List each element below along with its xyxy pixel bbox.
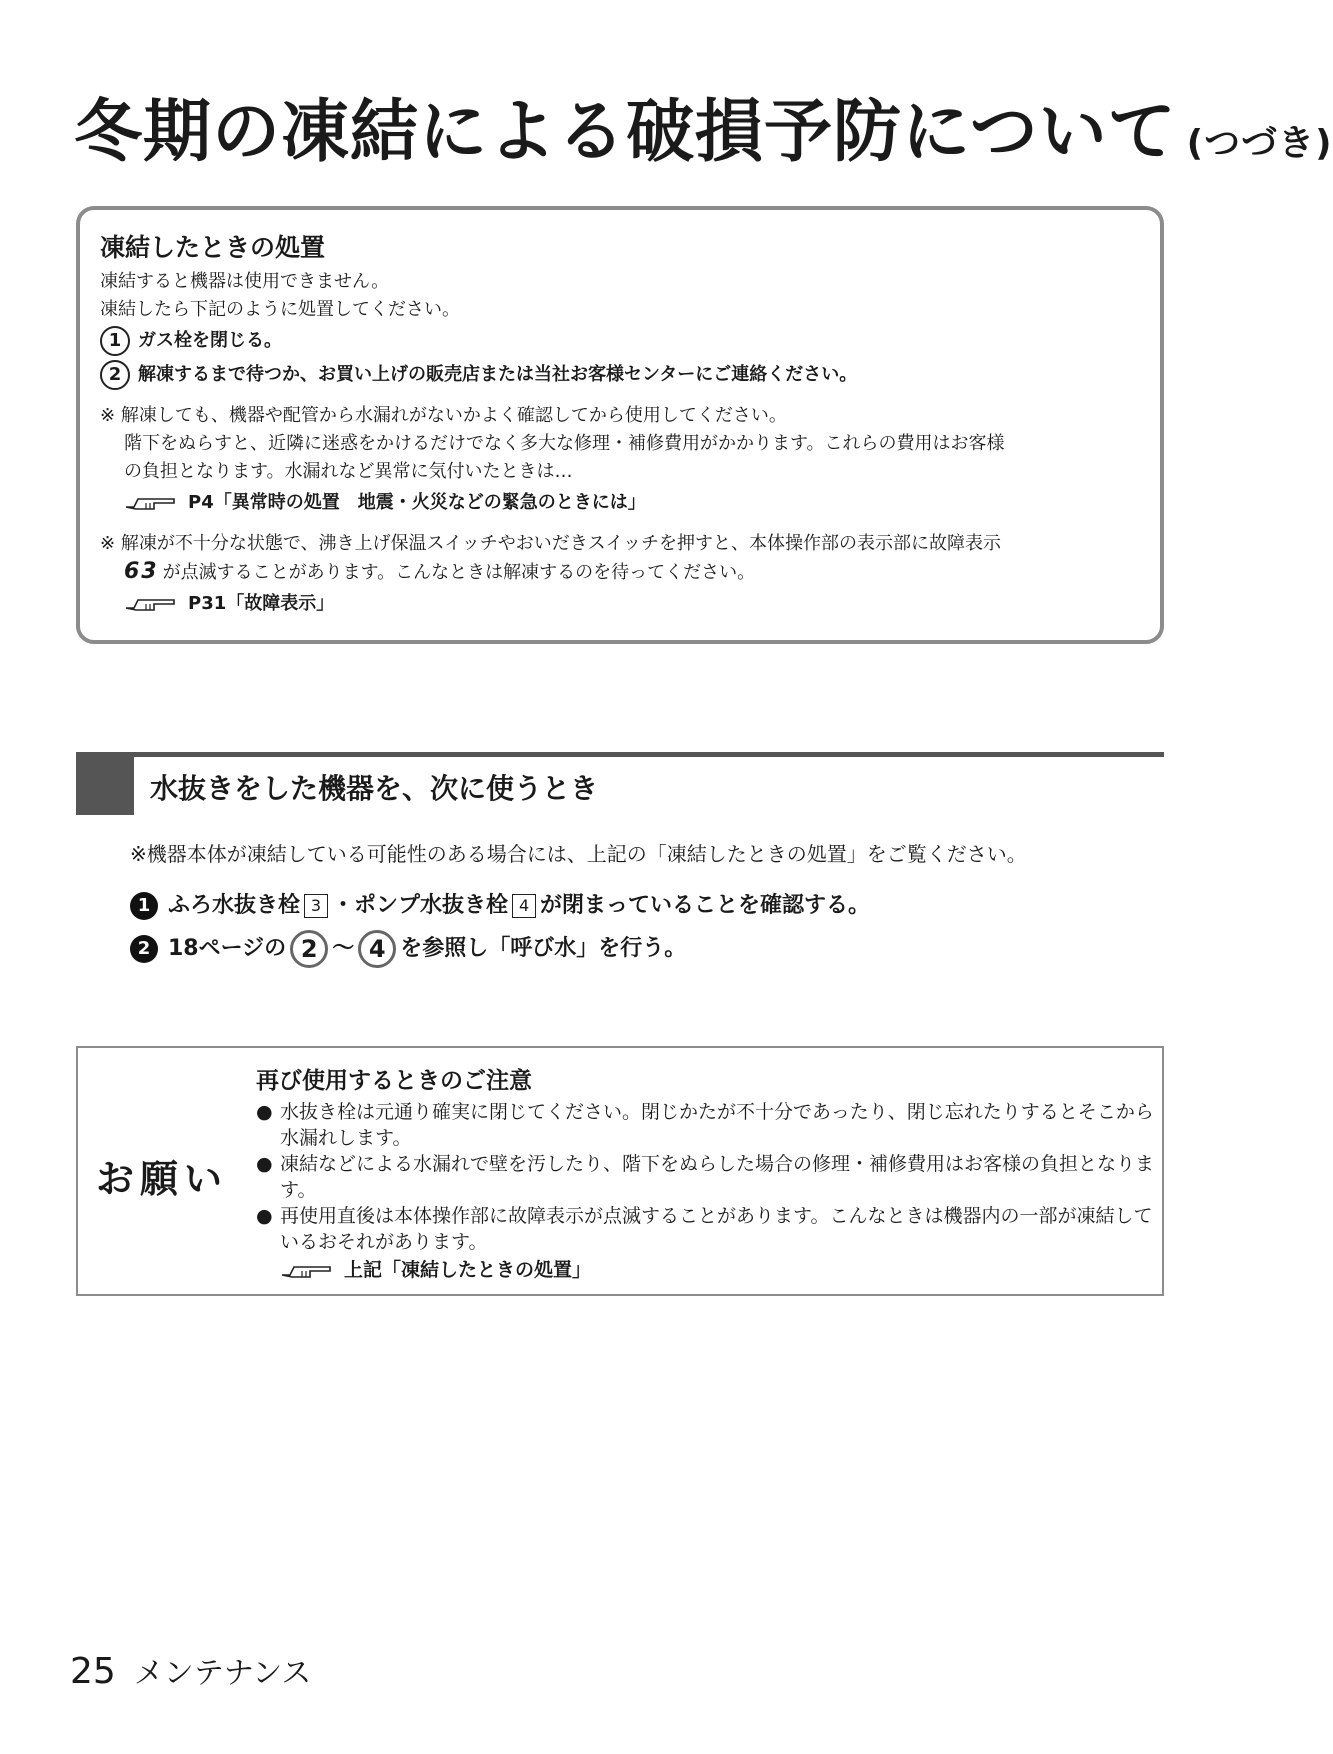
frozen-step-1 bbox=[100, 324, 1142, 358]
step-text-c: が閉まっていることを確認する。 bbox=[540, 893, 871, 918]
request-bullet bbox=[256, 1203, 1156, 1255]
footer-section-name: メンテナンス bbox=[133, 1656, 312, 1691]
page-title bbox=[74, 78, 1333, 175]
note-1 bbox=[100, 402, 1142, 486]
request-content bbox=[256, 1062, 1156, 1285]
frozen-step-2 bbox=[100, 358, 1142, 392]
part-number-box: 4 bbox=[512, 894, 536, 918]
section-step-1 bbox=[130, 888, 870, 920]
error-code-display: 63 bbox=[124, 559, 159, 584]
frozen-heading: 凍結したときの処置 bbox=[100, 233, 326, 262]
note-2-line-2-text: が点滅することがあります。こんなときは解凍するのを待ってください。 bbox=[162, 562, 756, 583]
step-text-a: 18ページの bbox=[168, 936, 287, 961]
request-heading: 再び使用するときのご注意 bbox=[256, 1068, 532, 1094]
note-mark: ※ bbox=[100, 533, 116, 554]
step-text: 解凍するまで待つか、お買い上げの販売店または当社お客様センターにご連絡ください。 bbox=[138, 364, 858, 385]
bullet-dot-icon: ● bbox=[256, 1205, 273, 1227]
pointing-hand-icon bbox=[124, 594, 180, 614]
pointing-hand-icon bbox=[124, 493, 180, 513]
frozen-treatment-box bbox=[76, 206, 1164, 644]
bullet-text: 水抜き栓は元通り確実に閉じてください。閉じかたが不十分であったり、閉じ忘れたりするとそこから水漏れします。 bbox=[280, 1101, 1154, 1149]
intro-line-1: 凍結すると機器は使用できません。 bbox=[100, 271, 390, 292]
note-2-line-2 bbox=[100, 558, 1142, 587]
reference-text: P31「故障表示」 bbox=[188, 593, 335, 614]
reference-p4 bbox=[100, 486, 1142, 520]
note-mark: ※ bbox=[100, 405, 116, 426]
intro-line-2: 凍結したら下記のように処置してください。 bbox=[100, 299, 460, 320]
step-ref-circle: 4 bbox=[358, 930, 396, 968]
section-step-2 bbox=[130, 930, 686, 968]
note-1-line-2: 階下をぬらすと、近隣に迷惑をかけるだけでなく多大な修理・補修費用がかかります。これらの費用はお客様 bbox=[124, 433, 1005, 454]
step-ref-circle: 2 bbox=[290, 930, 328, 968]
note-2-line-1: 解凍が不十分な状態で、沸き上げ保温スイッチやおいだきスイッチを押すと、本体操作部の表示部に故障表示 bbox=[120, 533, 1002, 554]
request-box bbox=[76, 1046, 1164, 1296]
title-suffix: (つづき) bbox=[1186, 123, 1333, 164]
page-footer bbox=[70, 1648, 311, 1692]
step-text-a: ふろ水抜き栓 bbox=[168, 893, 301, 918]
note-2 bbox=[100, 530, 1142, 587]
bullet-text: 凍結などによる水漏れで壁を汚したり、階下をぬらした場合の修理・補修費用はお客様の負担となります。 bbox=[280, 1153, 1155, 1201]
request-label: お願い bbox=[96, 1157, 229, 1201]
step-number-circle: 2 bbox=[100, 360, 130, 390]
section-heading bbox=[76, 752, 1164, 815]
part-number-box: 3 bbox=[304, 894, 328, 918]
title-text: 冬期の凍結による破損予防について bbox=[74, 93, 1177, 172]
reference-p31 bbox=[100, 587, 1142, 621]
note-1-line-1: 解凍しても、機器や配管から水漏れがないかよく確認してから使用してください。 bbox=[120, 405, 787, 426]
note-1-line-3: の負担となります。水漏れなど異常に気付いたときは… bbox=[124, 461, 573, 482]
bullet-dot-icon: ● bbox=[256, 1101, 273, 1123]
section-heading-bar bbox=[76, 757, 134, 815]
bullet-dot-icon: ● bbox=[256, 1153, 273, 1175]
step-number-filled: 2 bbox=[130, 935, 158, 963]
pointing-hand-icon bbox=[280, 1261, 336, 1281]
step-text: ガス栓を閉じる。 bbox=[138, 330, 282, 351]
request-bullet bbox=[256, 1151, 1156, 1203]
section-note: ※機器本体が凍結している可能性のある場合には、上記の「凍結したときの処置」をご覧ください。 bbox=[130, 842, 1027, 866]
step-text-b: ・ポンプ水抜き栓 bbox=[332, 893, 509, 918]
request-bullet bbox=[256, 1099, 1156, 1151]
page-number: 25 bbox=[70, 1651, 116, 1692]
step-text-b: を参照し「呼び水」を行う。 bbox=[400, 936, 687, 961]
section-heading-text: 水抜きをした機器を、次に使うとき bbox=[150, 772, 599, 805]
tilde: 〜 bbox=[332, 936, 355, 961]
step-number-circle: 1 bbox=[100, 326, 130, 356]
bullet-text: 再使用直後は本体操作部に故障表示が点滅することがあります。こんなときは機器内の一部が凍結しているおそれがあります。 bbox=[280, 1205, 1153, 1253]
step-number-filled: 1 bbox=[130, 892, 158, 920]
reference-text: 上記「凍結したときの処置」 bbox=[344, 1259, 592, 1281]
reference-text: P4「異常時の処置 地震・火災などの緊急のときには」 bbox=[188, 492, 646, 513]
request-reference bbox=[256, 1255, 1156, 1285]
